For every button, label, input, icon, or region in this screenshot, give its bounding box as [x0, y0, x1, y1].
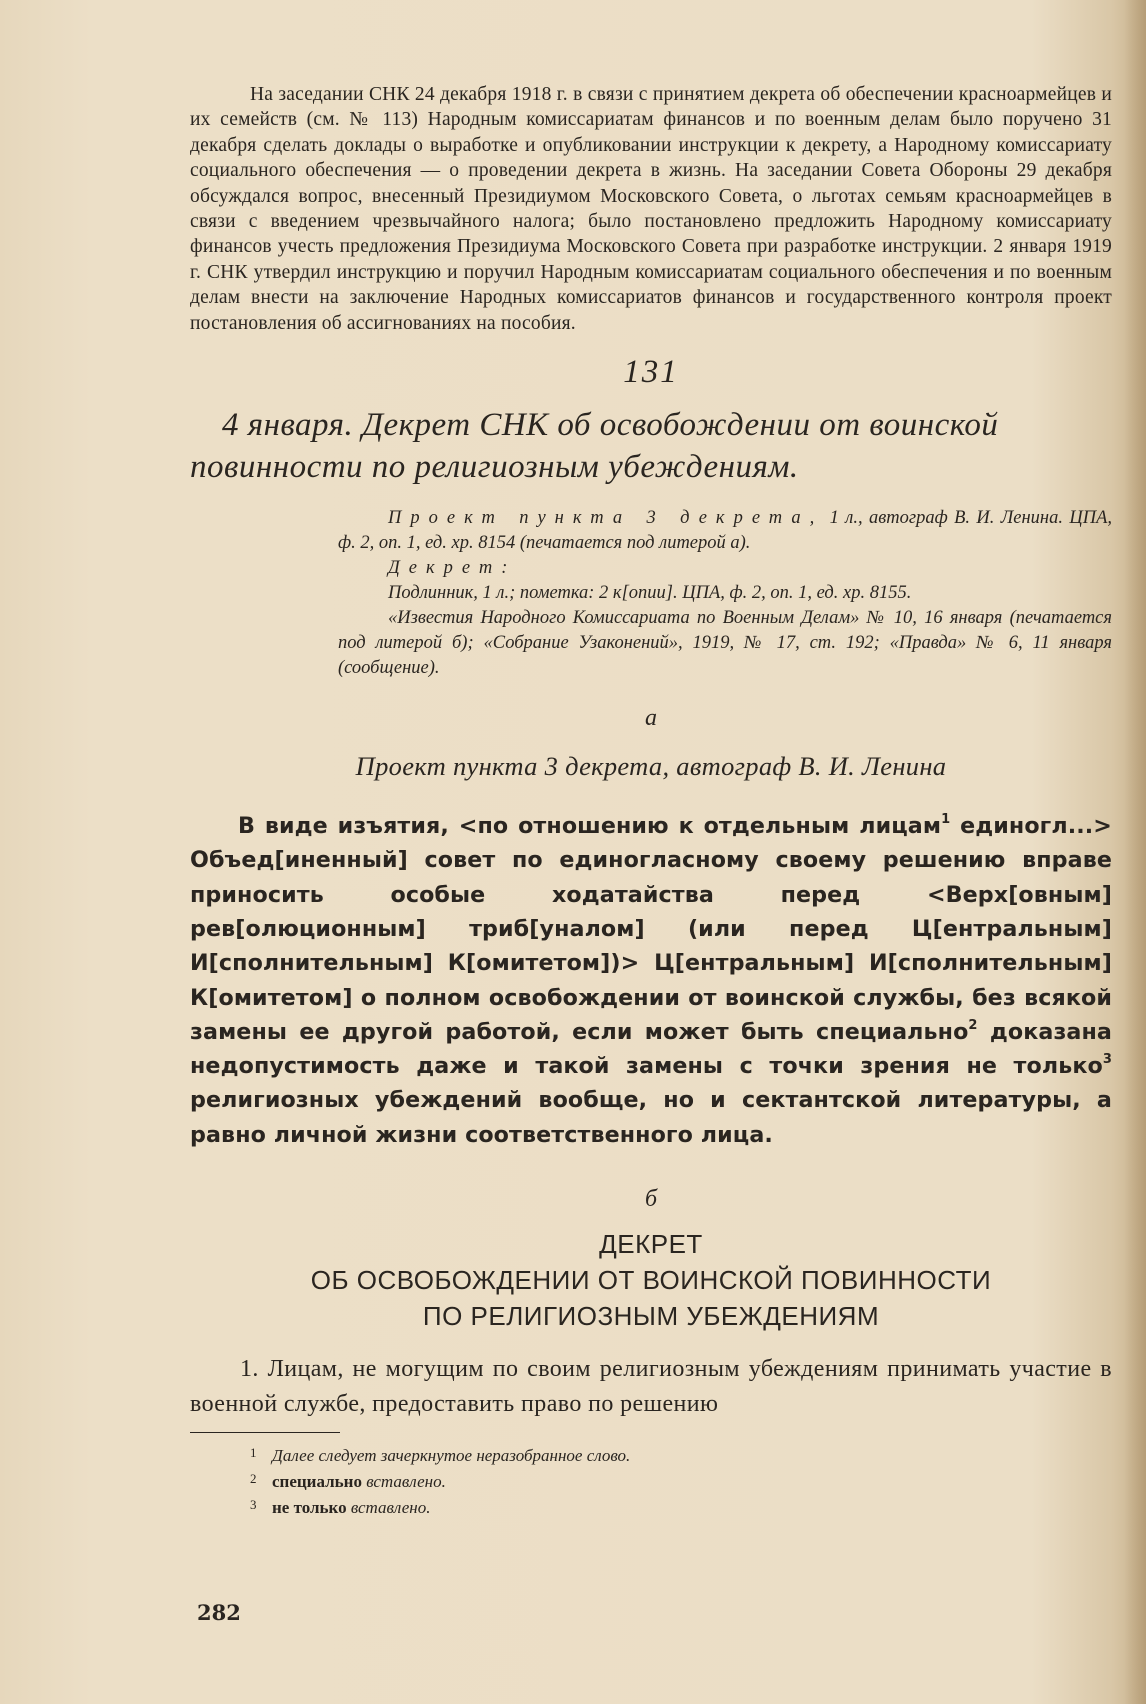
lenin-draft-text — [190, 809, 1112, 1152]
source-line-4: «Известия Народного Комиссариата по Военным Делам» № 10, 16 января (печатается под литерой б); «Собрание Узаконений», 1919, № 17, ст. 192; «Правда» № 6, 11 января (сообщение). — [338, 608, 1112, 679]
page-number: 282 — [197, 1600, 241, 1625]
draft-text-part-3: доказана недопустимость даже и такой замены с точки зрения не только — [190, 1018, 1113, 1080]
source-notes — [338, 506, 1112, 681]
document-title: 4 января. Декрет СНК об освобождении от воинской повинности по религиозным убеждениям. — [190, 407, 999, 486]
footnote-ref-3: 3 — [1102, 1052, 1112, 1068]
decree-paragraph-1: 1. Лицам, не могущим по своим религиозным убеждениям принимать участие в военной службе, предоставить право по решению — [190, 1356, 1112, 1418]
page-content — [190, 82, 1112, 1519]
footnote-ref-2: 2 — [968, 1017, 978, 1033]
document-number: 131 — [623, 354, 679, 391]
footnotes — [250, 1441, 1112, 1519]
source-line-3: Подлинник, 1 л.; пометка: 2 к[опии]. ЦПА, ф. 2, оп. 1, ед. хр. 8155. — [388, 583, 912, 604]
footnote-3-term: не только — [272, 1498, 347, 1518]
decree-heading-line-2: ОБ ОСВОБОЖДЕНИИ ОТ ВОИНСКОЙ ПОВИННОСТИ — [310, 1265, 992, 1296]
source-1-text: 1 л., автограф В. И. Ленина. ЦПА, ф. 2, оп. 1, ед. хр. 8154 (печатается под литерой а). — [338, 508, 1112, 554]
footnote-3-mark: 3 — [250, 1497, 257, 1513]
decree-heading-line-1: ДЕКРЕТ — [599, 1229, 703, 1260]
section-b-letter: б — [644, 1186, 658, 1213]
footnote-2-text: вставлено. — [361, 1472, 446, 1492]
footnote-1-text: Далее следует зачеркнутое неразобранное слово. — [272, 1446, 631, 1466]
page-edge-shadow — [1124, 0, 1146, 1704]
footnote-1-mark: 1 — [250, 1445, 257, 1461]
section-a-title: Проект пункта 3 декрета, автограф В. И. Ленина — [355, 751, 947, 782]
footnote-3-text: вставлено. — [346, 1498, 431, 1518]
footnote-3 — [250, 1493, 1112, 1519]
footnote-1 — [250, 1441, 1112, 1467]
footnote-2-term: специально — [272, 1472, 362, 1492]
draft-text-part-4: религиозных убеждений вообще, но и сектантской литературы, а равно личной жизни соответственного лица. — [190, 1087, 1112, 1148]
footnote-ref-1: 1 — [941, 812, 951, 828]
source-line-1 — [338, 506, 1112, 556]
footnote-rule — [190, 1432, 340, 1433]
decree-heading — [190, 1226, 1112, 1334]
source-1-label: Проект пункта 3 декрета, — [388, 508, 824, 529]
decree-heading-line-3: ПО РЕЛИГИОЗНЫМ УБЕЖДЕНИЯМ — [422, 1301, 880, 1332]
source-line-2 — [338, 556, 1112, 581]
draft-text-part-1: В виде изъятия, <по отношению к отдельным лицам — [238, 813, 942, 840]
intro-paragraph: На заседании СНК 24 декабря 1918 г. в связи с принятием декрета об обеспечении красноармейцев и их семейств (см. № 113) Народным комиссариатам финансов и по военным делам было поручено 31 декабря сделать доклады о выработке и опубликовании инструкции к декрету, а Народному комиссариату социального обеспечения — о проведении декрета в жизнь. На заседании Совета Обороны 29 декабря обсуждался вопрос, внесенный Президиумом Московского Совета, о льготах семьям красноармейцев в связи с введением чрезвычайного налога; было постановлено предложить Народному комиссариату финансов учесть предложения Президиума Московского Совета при разработке инструкции. 2 января 1919 г. СНК утвердил инструкцию и поручил Народным комиссариатам социального обеспечения и по военным делам внести на заключение Народных комиссариатов финансов и государственного контроля проект постановления об ассигнованиях на пособия. — [190, 84, 1112, 334]
footnote-2-mark: 2 — [250, 1471, 257, 1487]
footnote-2 — [250, 1467, 1112, 1493]
draft-text-part-2: единогл...> Объед[иненный] совет по единогласному своему решению вправе приносить особые ходатайства перед <Верх[овным] рев[олюционным] триб[уналом] (или перед Ц[ентральным] И[сполнительным] К[омитетом])> Ц[ентральным] И[сполнительным] К[омитетом] о полном освобождении от воинской службы, без всякой замены ее другой работой, если может быть специально — [190, 813, 1112, 1045]
source-2-label: Декрет: — [388, 558, 517, 579]
section-a-letter: а — [645, 705, 657, 732]
